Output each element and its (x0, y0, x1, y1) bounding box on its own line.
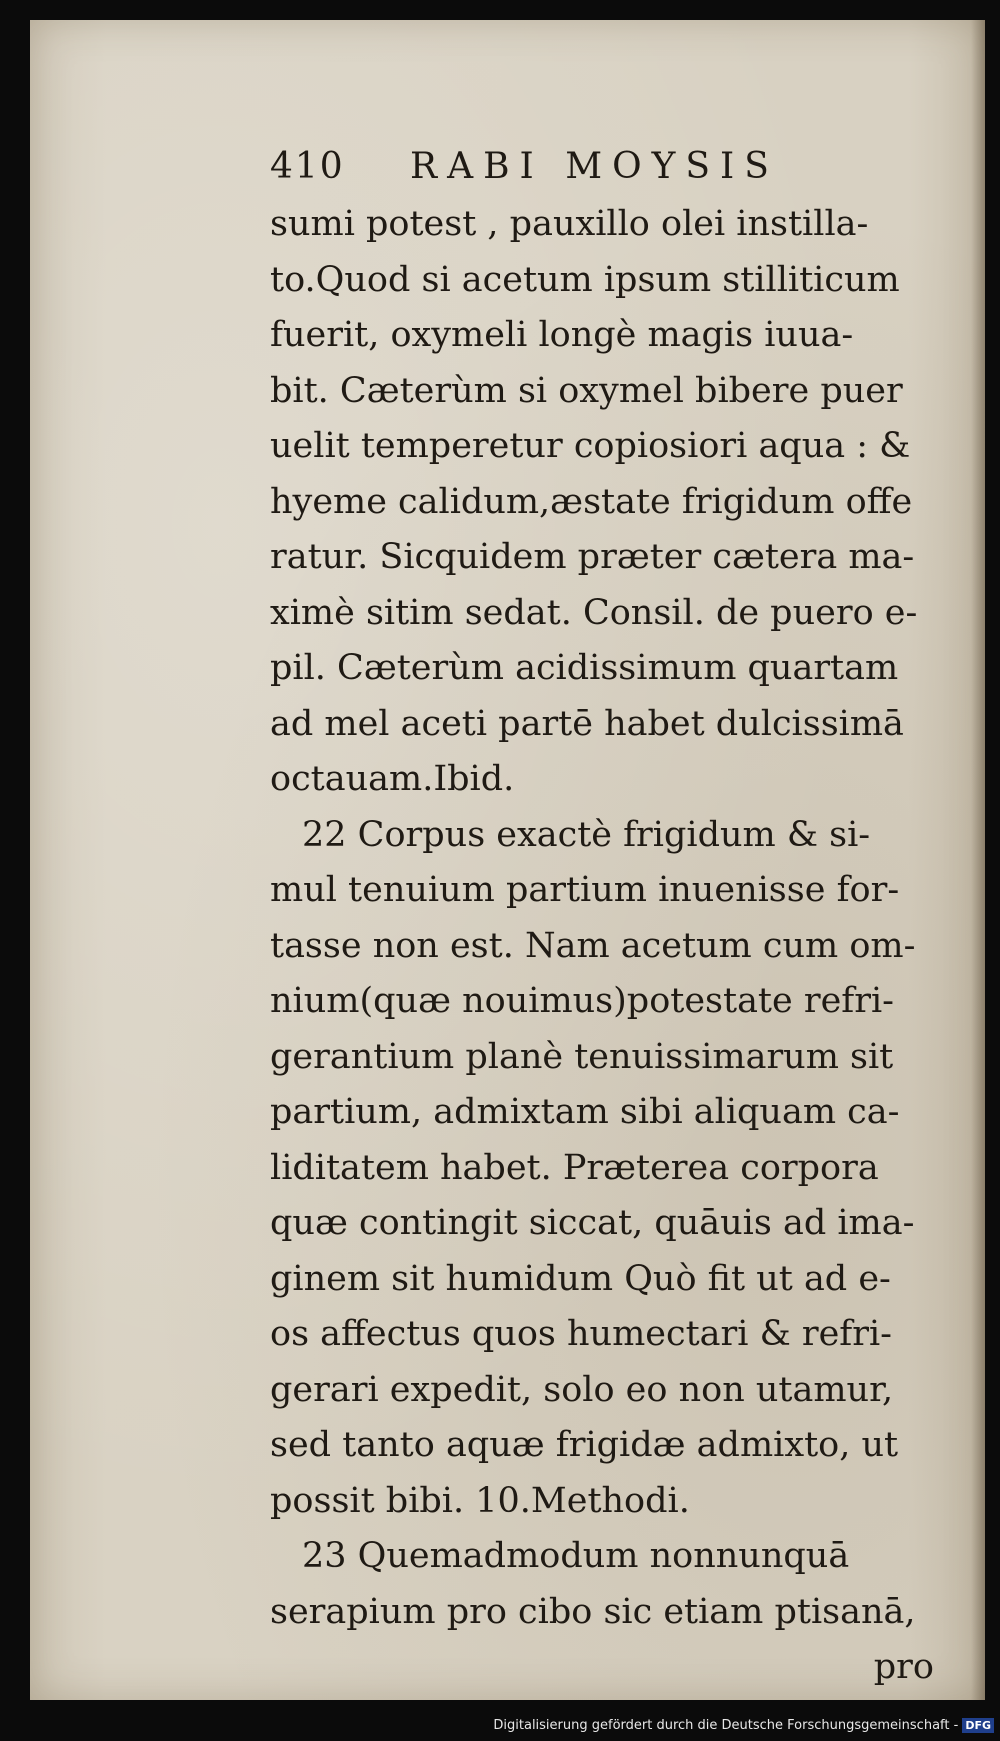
text-line: ad mel aceti partē habet dulcissimā (270, 703, 904, 744)
text-line: bit. Cæterùm si oxymel bibere puer (270, 370, 903, 411)
text-line: ratur. Sicquidem præter cætera ma- (270, 537, 915, 577)
text-line: nium(quæ nouimus)potestate refri- (270, 981, 894, 1021)
text-line: serapium pro cibo sic etiam ptisanā, (270, 1591, 916, 1632)
text-line: gerari expedit, solo eo non utamur, (270, 1369, 894, 1410)
paragraph-start-line: 22 Corpus exactè frigidum & si- (302, 814, 871, 855)
page-text-block (270, 145, 950, 1696)
text-line: tasse non est. Nam acetum cum om- (270, 925, 916, 966)
text-line: ginem sit humidum Quò fit ut ad e- (270, 1258, 891, 1299)
text-line: hyeme calidum,æstate frigidum offe (270, 481, 913, 522)
text-line: uelit temperetur copiosiori aqua : & (270, 426, 911, 466)
text-line: mul tenuium partium inuenisse for- (270, 870, 900, 910)
digitization-credit (493, 1718, 994, 1733)
text-line: to.Quod si acetum ipsum stilliticum (270, 259, 900, 300)
page-edge-shadow (971, 20, 985, 1700)
text-line: partium, admixtam sibi aliquam ca- (270, 1092, 900, 1132)
text-line: ximè sitim sedat. Consil. de puero e- (270, 592, 918, 633)
text-line: pil. Cæterùm acidissimum quartam (270, 648, 899, 688)
text-line: possit bibi. 10.Methodi. (270, 1480, 690, 1521)
text-line: liditatem habet. Præterea corpora (270, 1147, 879, 1188)
text-line: gerantium planè tenuissimarum sit (270, 1036, 894, 1077)
text-line: sumi potest , pauxillo olei instilla- (270, 204, 869, 244)
text-line: sed tanto aquæ frigidæ admixto, ut (270, 1425, 899, 1465)
page-number: 410 (270, 146, 345, 187)
catchword: pro (873, 1647, 934, 1687)
credit-text: Digitalisierung gefördert durch die Deutsche Forschungsgemeinschaft - (493, 1718, 959, 1733)
page-header (270, 145, 950, 197)
text-line: os affectus quos humectari & refri- (270, 1314, 893, 1354)
dfg-logo-icon: DFG (962, 1718, 994, 1733)
paragraph-start-line: 23 Quemadmodum nonnunquā (302, 1536, 850, 1576)
text-line: octauam.Ibid. (270, 759, 515, 799)
running-head: RABI MOYSIS (410, 146, 779, 187)
text-line: fuerit, oxymeli longè magis iuua- (270, 315, 854, 355)
text-line: quæ contingit siccat, quāuis ad ima- (270, 1203, 915, 1243)
